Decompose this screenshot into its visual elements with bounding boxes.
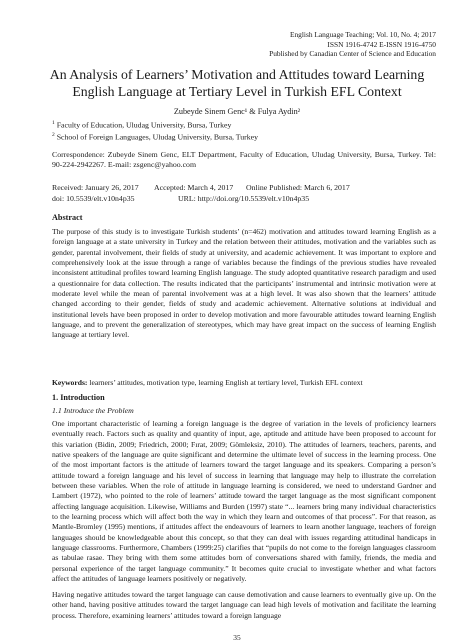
journal-header xyxy=(176,30,436,59)
journal-info: English Language Teaching; Vol. 10, No. 4; 2017 xyxy=(289,30,436,39)
abstract-text: The purpose of this study is to investigate Turkish students’ (n=462) motivation and attitudes toward learning English as a foreign language at a state university in Turkey and the relation between their attitudes, motivation and the variables such as gender, parental involvement, their fields of study at university, and academic achievement. It was important to explore and comprehensively look at the issue through a range of variables because the findings of the previous studies have revealed inconsistent attitudinal profiles toward learning English language. The study adopted quantitative research paradigm and used a questionnaire for data collection. The results indicated that the participants’ instrumental and intrinsic motivation were at moderate level while the mean of parental involvement was at a high level. It was also shown that the learners’ attitude changed according to their gender, fields of study and academic achievement. Alternative solutions at individual and institutional levels have been proposed in order to develop motivation and more favourable attitudes toward learning English language, and to prevent the generalization of stereotypes, which may have great impact on the success of learning English language at tertiary level. xyxy=(52,227,436,340)
keywords-label: Keywords: xyxy=(52,378,88,387)
dates-block xyxy=(52,182,436,204)
section-1-heading: 1. Introduction xyxy=(52,393,105,402)
affiliation-2-text: School of Foreign Languages, Uludag University, Bursa, Turkey xyxy=(56,132,259,142)
authors: Zubeyde Sinem Genc¹ & Fulya Aydin² xyxy=(173,107,301,116)
issn-info: ISSN 1916-4742 E-ISSN 1916-4750 xyxy=(327,39,436,49)
accepted-date: Accepted: March 4, 2017 xyxy=(154,183,234,192)
affiliation-2-marker: 2 xyxy=(52,132,55,138)
affiliation-1 xyxy=(52,118,442,131)
affiliation-1-text: Faculty of Education, Uludag University, Bursa, Turkey xyxy=(56,120,232,130)
affiliation-1-marker: 1 xyxy=(52,120,55,126)
intro-paragraph-2: Having negative attitudes toward the target language can cause demotivation and cause learners to eventually give up. On the other hand, having positive attitudes toward the target language can lead high levels of motivation and facilitate the learning process. Therefore, examining learners’ attitudes toward a foreign language xyxy=(52,590,436,620)
doi-url[interactable]: URL: http://doi.org/10.5539/elt.v10n4p35 xyxy=(178,194,310,203)
keywords xyxy=(52,378,436,388)
published-date: Online Published: March 6, 2017 xyxy=(246,183,350,192)
intro-paragraph-1: One important characteristic of learning a foreign language is the degree of variation in the levels of proficiency learners eventually reach. Factors such as quality and quantity of input, age, aptitude and attitude have been proposed to account for this variation (Bidin, 2009; Friedrich, 2000; Fırat, 2009; Gömleksiz, 2010). The attitudes of learners, teachers, parents, and native speakers of the language are quite significant and determine the ultimate level of success in the learning process. One of the most important factors is the attitude of learners toward the target language and its speakers. Comparing a person’s attitude toward a foreign language and his level of success in learning that language may help to illustrate the correlation between these variables. When the role of attitude in language learning is considered, we need to understand Gardner and Lambert (1972), who pointed to the role of learners’ attitude toward the target language as the most significant component affecting language acquisition. Likewise, Williams and Burden (1997) state “... learners bring many individual characteristics to the learning process which will affect both the way in which they learn and outcomes of that process”. For that reason, as Mantle-Bromley (1995) mentions, if attitudes affect the endeavours of learners to learn another language, teachers of foreign languages should be knowledgeable about this concept, so that they can deal with issues regarding attitudinal handicaps in language classrooms. Furthermore, Chambers (1999:25) clarifies that “pupils do not come to the foreign languages classroom as tabulae rasae. They bring with them some attitudes born of conversations shared with family, friends, the media and personal experience of the target language community.” It becomes quite crucial to investigate whether and what factors affect the attitudes of language learners positively or negatively. xyxy=(52,419,436,584)
publisher-info: Published by Canadian Center of Science and Education xyxy=(269,49,436,59)
keywords-text: learners’ attitudes, motivation type, learning English at tertiary level, Turkish EFL context xyxy=(89,378,363,387)
correspondence: Correspondence: Zubeyde Sinem Genc, ELT Department, Faculty of Education, Uludag University, Bursa, Turkey. Tel: 90-224-2942267. E-mail: zsgenc@yahoo.com xyxy=(52,150,436,170)
section-1-1-heading: 1.1 Introduce the Problem xyxy=(52,406,134,415)
paper-title: An Analysis of Learners’ Motivation and Attitudes toward Learning English Language at Tertiary Level in Turkish EFL Context xyxy=(49,67,425,99)
affiliation-2 xyxy=(52,130,442,143)
page-number: 35 xyxy=(233,633,241,642)
doi: doi: 10.5539/elt.v10n4p35 xyxy=(52,194,135,203)
abstract-heading: Abstract xyxy=(52,213,83,222)
received-date: Received: January 26, 2017 xyxy=(52,183,139,192)
